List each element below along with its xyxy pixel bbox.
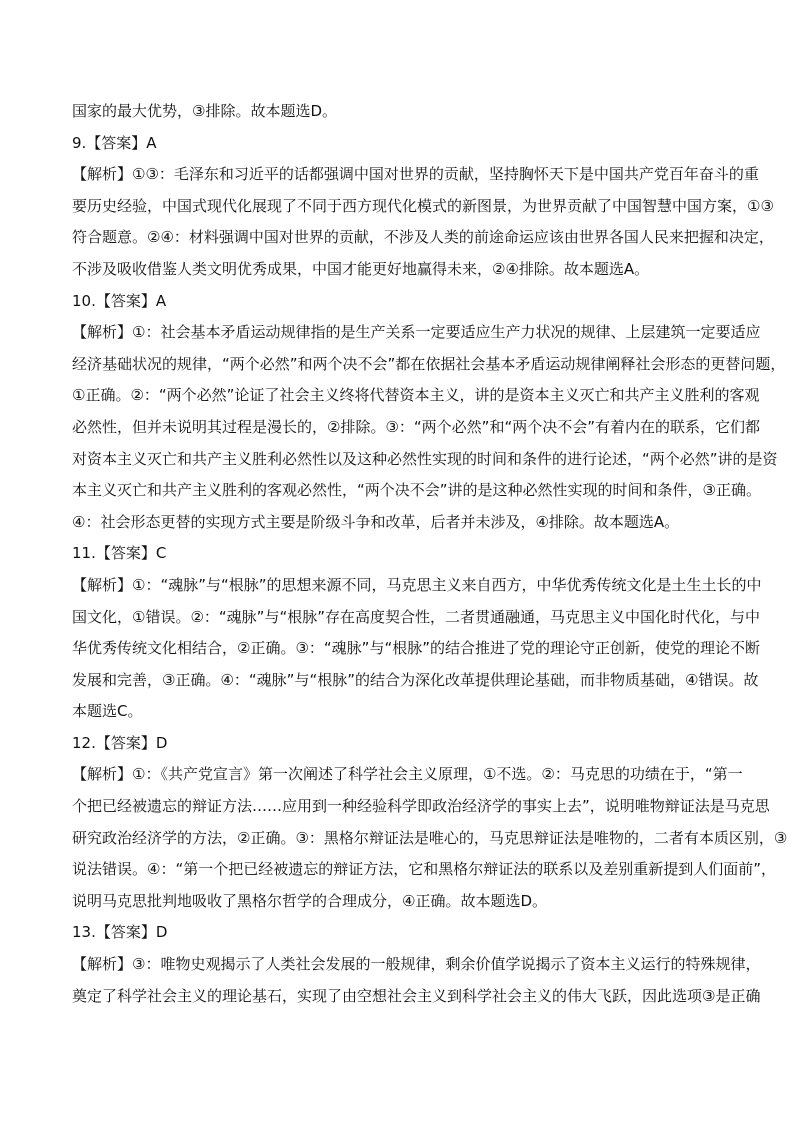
text-line: 国家的最大优势，③排除。故本题选D。 [72, 102, 337, 120]
document-page [72, 96, 788, 1012]
text-line: 不涉及吸收借鉴人类文明优秀成果，中国才能更好地赢得未来，②④排除。故本题选A。 [72, 259, 650, 278]
text-line: 国文化，①错误。②：“魂脉”与“根脉”存在高度契合性，二者贯通融通，马克思主义中国化时代化，与中 [72, 607, 760, 626]
answer-line-9: 9.【答案】A [72, 133, 157, 152]
text-line: 华优秀传统文化相结合，②正确。③：“魂脉”与“根脉”的结合推进了党的理论守正创新，使党的理论不断 [72, 639, 760, 658]
text-line: 必然性，但并未说明其过程是漫长的，②排除。③：“两个必然”和“两个决不会”有着内在的联系，它们都 [72, 417, 760, 436]
text-line: 对资本主义灭亡和共产主义胜利必然性以及这种必然性实现的时间和条件的进行论述，“两个必然”讲的是资 [72, 449, 778, 468]
text-line: 【解析】①③：毛泽东和习近平的话都强调中国对世界的贡献，坚持胸怀天下是中国共产党百年奋斗的重 [72, 165, 759, 184]
answer-line-10: 10.【答案】A [72, 291, 167, 310]
text-line: 奠定了科学社会主义的理论基石，实现了由空想社会主义到科学社会主义的伟大飞跃，因此选项③是正确 [72, 986, 761, 1005]
answer-line-13: 13.【答案】D [72, 923, 168, 942]
text-line: 【解析】①：社会基本矛盾运动规律指的是生产关系一定要适应生产力状况的规律、上层建筑一定要适应 [72, 323, 761, 342]
text-line: 研究政治经济学的方法，②正确。③：黑格尔辩证法是唯心的，马克思辩证法是唯物的，二者有本质区别，③ [72, 828, 788, 847]
text-line: 【解析】①：“魂脉”与“根脉”的思想来源不同，马克思主义来自西方，中华优秀传统文化是土生土长的中 [72, 575, 762, 594]
text-line: 个把已经被遗忘的辩证方法……应用到一种经验科学即政治经济学的事实上去”，说明唯物辩证法是马克思 [72, 797, 770, 816]
text-line: 说明马克思批判地吸收了黑格尔哲学的合理成分，④正确。故本题选D。 [72, 891, 548, 910]
text-line: 【解析】③：唯物史观揭示了人类社会发展的一般规律，剩余价值学说揭示了资本主义运行的特殊规律， [72, 955, 761, 974]
text-line: 说法错误。④：“第一个把已经被遗忘的辩证方法，它和黑格尔辩证法的联系以及差别重新提到人们面前”， [72, 860, 776, 879]
answer-line-11: 11.【答案】C [72, 544, 167, 563]
text-line: ①正确。②：“两个必然”论证了社会主义终将代替资本主义，讲的是资本主义灭亡和共产主义胜利的客观 [72, 386, 760, 405]
text-line: 发展和完善，③正确。④：“魂脉”与“根脉”的结合为深化改革提供理论基础，而非物质基础，④错误。故 [72, 670, 759, 689]
text-line: ④：社会形态更替的实现方式主要是阶级斗争和改革，后者并未涉及，④排除。故本题选A。 [72, 512, 680, 531]
text-line: 【解析】①：《共产党宣言》第一次阐述了科学社会主义原理，①不选。②：马克思的功绩在于，“第一 [72, 765, 743, 784]
text-line: 符合题意。②④：材料强调中国对世界的贡献，不涉及人类的前途命运应该由世界各国人民来把握和决定， [72, 228, 774, 247]
text-line: 本主义灭亡和共产主义胜利的客观必然性，“两个决不会”讲的是这种必然性实现的时间和条件，③正确。 [72, 481, 761, 500]
text-line: 经济基础状况的规律，“两个必然”和两个决不会”都在依据社会基本矛盾运动规律阐释社会形态的更替问题， [72, 354, 786, 373]
answer-line-12: 12.【答案】D [72, 733, 168, 752]
text-line: 本题选C。 [72, 702, 143, 721]
text-line: 要历史经验，中国式现代化展现了不同于西方现代化模式的新图景，为世界贡献了中国智慧中国方案，①③ [72, 196, 774, 215]
